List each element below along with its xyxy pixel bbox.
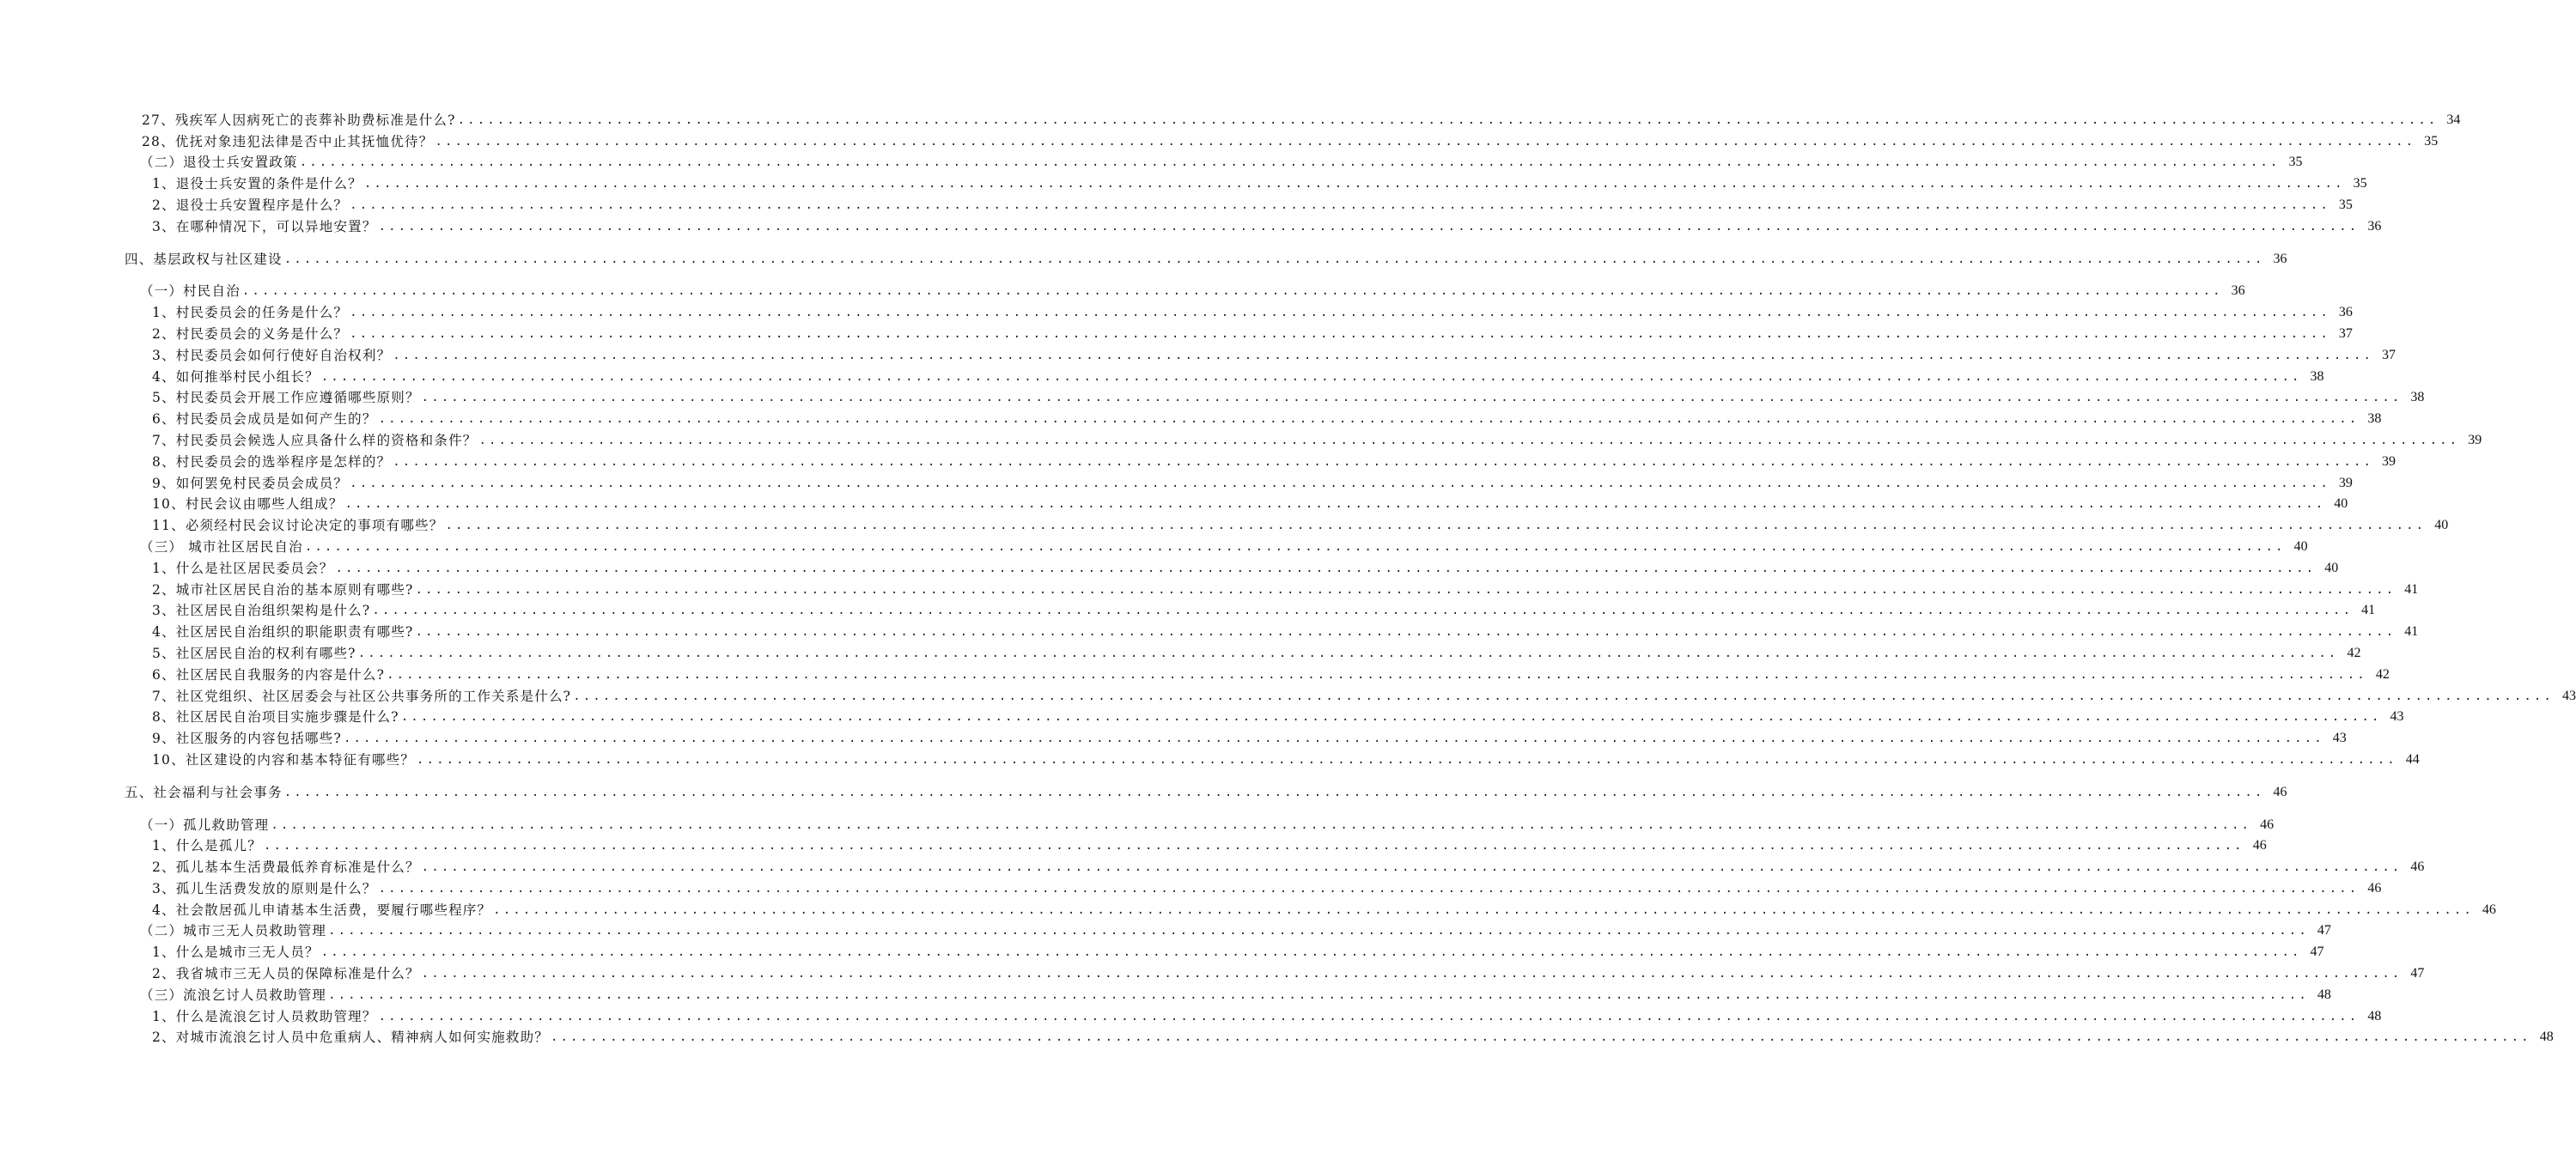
toc-entry-page-number: 35 (2353, 176, 2367, 191)
toc-leader-dots: ........................................................................................................................................................................................................ (263, 839, 2244, 853)
toc-entry-page-number: 39 (2338, 475, 2353, 490)
toc-entry[interactable] (0, 896, 2496, 918)
toc-entry-label: 1、什么是流浪乞讨人员救助管理？ (152, 1008, 377, 1024)
toc-entry-page-number: 46 (2482, 902, 2496, 917)
toc-entry-label: （二）退役士兵安置政策 (140, 155, 298, 171)
toc-leader-dots: ........................................................................................................................................................................................................ (478, 433, 2460, 447)
toc-entry-page-number: 34 (2446, 112, 2461, 127)
toc-entry-page-number: 40 (2434, 518, 2449, 533)
toc-leader-dots: ........................................................................................................................................................................................................ (350, 326, 2330, 341)
toc-entry[interactable] (0, 661, 2390, 683)
toc-leader-dots: ........................................................................................................................................................................................................ (328, 987, 2309, 1002)
toc-leader-dots: ........................................................................................................................................................................................................ (283, 252, 2265, 266)
toc-entry-page-number: 48 (2367, 1008, 2382, 1023)
toc-entry[interactable] (0, 960, 2425, 982)
toc-entry[interactable] (0, 533, 2308, 555)
toc-leader-dots: ........................................................................................................................................................................................................ (415, 582, 2396, 597)
toc-leader-dots: ........................................................................................................................................................................................................ (241, 284, 2223, 299)
toc-entry-label: （二）城市三无人员救助管理 (140, 923, 327, 939)
toc-entry[interactable] (0, 191, 2353, 213)
toc-entry-label: 5、社区居民自治的权利有哪些? (152, 645, 356, 661)
toc-entry[interactable] (0, 149, 2303, 171)
toc-entry-page-number: 38 (2410, 390, 2425, 405)
toc-entry-page-number: 46 (2252, 838, 2267, 853)
toc-entry-label: 2、对城市流浪乞讨人员中危重病人、精神病人如何实施救助？ (152, 1029, 549, 1046)
toc-entry[interactable] (0, 320, 2353, 342)
toc-leader-dots: ........................................................................................................................................................................................................ (363, 177, 2345, 191)
toc-leader-dots: ........................................................................................................................................................................................................ (417, 752, 2397, 767)
toc-entry[interactable] (0, 342, 2396, 363)
toc-entry-page-number: 35 (2288, 155, 2303, 170)
toc-entry-label: 2、我省城市三无人员的保障标准是什么？ (152, 966, 420, 982)
toc-entry-page-number: 47 (2310, 944, 2324, 960)
toc-entry-page-number: 35 (2424, 133, 2439, 149)
toc-entry[interactable] (0, 246, 2287, 267)
toc-entry-page-number: 38 (2310, 368, 2324, 384)
toc-entry[interactable] (0, 491, 2348, 513)
toc-entry-label: 11、必须经村民会议讨论决定的事项有哪些？ (152, 518, 444, 534)
toc-entry-label: 2、退役士兵安置程序是什么？ (152, 197, 349, 213)
toc-leader-dots: ........................................................................................................................................................................................................ (328, 924, 2309, 938)
toc-entry-label: 4、如何推举村民小组长？ (152, 368, 320, 385)
toc-entry-page-number: 36 (2231, 283, 2245, 299)
toc-leader-dots: ........................................................................................................................................................................................................ (350, 476, 2330, 490)
toc-entry-page-number: 43 (2390, 709, 2404, 725)
toc-entry[interactable] (0, 853, 2425, 876)
toc-leader-dots: ........................................................................................................................................................................................................ (378, 1009, 2360, 1023)
toc-entry-page-number: 44 (2405, 751, 2420, 767)
toc-entry[interactable] (0, 811, 2275, 833)
toc-entry-page-number: 35 (2338, 197, 2353, 212)
toc-entry-label: 9、社区服务的内容包括哪些? (152, 731, 342, 747)
toc-entry[interactable] (0, 448, 2396, 470)
toc-entry[interactable] (0, 363, 2324, 385)
toc-entry[interactable] (0, 106, 2461, 128)
toc-entry-label: （一）村民自治 (140, 283, 241, 300)
toc-entry[interactable] (0, 512, 2449, 534)
toc-leader-dots: ........................................................................................................................................................................................................ (415, 625, 2396, 640)
toc-leader-dots: ........................................................................................................................................................................................................ (304, 539, 2286, 554)
toc-leader-dots: ........................................................................................................................................................................................................ (493, 902, 2474, 917)
toc-entry-label: 3、村民委员会如何行使好自治权利？ (152, 347, 392, 363)
toc-entry[interactable] (0, 213, 2382, 234)
toc-leader-dots: ........................................................................................................................................................................................................ (387, 667, 2367, 682)
table-of-contents (0, 106, 2576, 1046)
toc-leader-dots: ........................................................................................................................................................................................................ (299, 155, 2281, 170)
toc-entry[interactable] (0, 875, 2382, 896)
toc-entry[interactable] (0, 746, 2420, 768)
toc-leader-dots: ........................................................................................................................................................................................................ (344, 497, 2326, 512)
toc-entry-label: 1、什么是孤儿？ (152, 838, 262, 854)
toc-entry-label: 9、如何罢免村民委员会成员？ (152, 475, 349, 491)
toc-entry-label: 1、什么是社区居民委员会？ (152, 560, 334, 576)
toc-leader-dots: ........................................................................................................................................................................................................ (357, 646, 2339, 660)
toc-entry-label: 2、城市社区居民自治的基本原则有哪些? (152, 581, 414, 598)
toc-leader-dots: ........................................................................................................................................................................................................ (320, 369, 2302, 384)
toc-leader-dots: ........................................................................................................................................................................................................ (445, 519, 2427, 533)
toc-entry-page-number: 48 (2539, 1029, 2554, 1045)
toc-leader-dots: ........................................................................................................................................................................................................ (393, 454, 2374, 469)
toc-leader-dots: ........................................................................................................................................................................................................ (320, 945, 2302, 960)
toc-entry[interactable] (0, 405, 2382, 428)
toc-entry-page-number: 40 (2293, 538, 2308, 554)
toc-leader-dots: ........................................................................................................................................................................................................ (550, 1030, 2531, 1045)
toc-entry[interactable] (0, 704, 2404, 726)
toc-leader-dots: ........................................................................................................................................................................................................ (335, 561, 2317, 575)
toc-leader-dots: ........................................................................................................................................................................................................ (457, 112, 2439, 127)
toc-entry-label: 7、社区党组织、社区居委会与社区公共事务所的工作关系是什么? (152, 688, 572, 704)
toc-entry-page-number: 36 (2273, 251, 2287, 266)
toc-entry[interactable] (0, 938, 2324, 961)
toc-entry-page-number: 48 (2317, 987, 2331, 1002)
toc-leader-dots: ........................................................................................................................................................................................................ (421, 391, 2402, 405)
toc-entry-page-number: 43 (2561, 688, 2576, 703)
toc-entry-page-number: 37 (2338, 325, 2353, 341)
toc-entry[interactable] (0, 128, 2439, 149)
toc-entry-page-number: 46 (2260, 817, 2275, 832)
toc-entry-page-number: 46 (2410, 859, 2425, 875)
toc-entry-label: 3、孤儿生活费发放的原则是什么？ (152, 880, 377, 896)
toc-entry[interactable] (0, 918, 2331, 939)
toc-leader-dots: ........................................................................................................................................................................................................ (350, 197, 2330, 212)
toc-entry-label: 2、村民委员会的义务是什么？ (152, 325, 349, 342)
toc-entry-label: （一）孤儿救助管理 (140, 817, 270, 833)
toc-leader-dots: ........................................................................................................................................................................................................ (421, 860, 2402, 875)
toc-entry-page-number: 41 (2404, 624, 2419, 640)
toc-entry-label: 27、残疾军人因病死亡的丧葬补助费标准是什么? (142, 112, 456, 128)
toc-entry-page-number: 47 (2317, 923, 2331, 938)
toc-entry-label: 8、社区居民自治项目实施步骤是什么? (152, 709, 399, 726)
toc-entry-label: 6、村民委员会成员是如何产生的？ (152, 411, 377, 428)
toc-entry-page-number: 41 (2361, 603, 2376, 618)
toc-leader-dots: ........................................................................................................................................................................................................ (400, 710, 2382, 725)
toc-entry[interactable] (0, 833, 2267, 854)
toc-entry[interactable] (0, 470, 2353, 491)
toc-entry-label: 3、社区居民自治组织架构是什么? (152, 603, 371, 619)
toc-entry-label: 28、优抚对象违犯法律是否中止其抚恤优待？ (142, 133, 434, 149)
toc-entry[interactable] (0, 640, 2361, 661)
toc-entry-page-number: 42 (2347, 645, 2361, 660)
toc-entry[interactable] (0, 555, 2339, 576)
toc-entry-page-number: 40 (2324, 560, 2339, 575)
toc-entry-label: （三）流浪乞讨人员救助管理 (140, 987, 327, 1003)
toc-entry[interactable] (0, 981, 2331, 1003)
toc-leader-dots: ........................................................................................................................................................................................................ (435, 134, 2416, 149)
toc-leader-dots: ........................................................................................................................................................................................................ (378, 881, 2360, 896)
toc-entry-page-number: 47 (2410, 966, 2425, 981)
toc-leader-dots: ........................................................................................................................................................................................................ (283, 785, 2265, 799)
toc-entry-label: 1、村民委员会的任务是什么？ (152, 305, 349, 321)
toc-entry-page-number: 41 (2404, 581, 2419, 597)
toc-entry-label: 2、孤儿基本生活费最低养育标准是什么？ (152, 859, 420, 876)
toc-leader-dots: ........................................................................................................................................................................................................ (350, 306, 2330, 320)
toc-entry[interactable] (0, 385, 2425, 406)
toc-entry[interactable] (0, 779, 2287, 800)
toc-entry-label: 8、村民委员会的选举程序是怎样的？ (152, 453, 392, 470)
toc-entry-page-number: 42 (2375, 666, 2390, 682)
toc-entry-label: 5、村民委员会开展工作应遵循哪些原则？ (152, 390, 420, 406)
toc-entry-label: （三） 城市社区居民自治 (140, 538, 303, 555)
toc-entry[interactable] (0, 683, 2576, 704)
toc-entry[interactable] (0, 427, 2482, 448)
toc-leader-dots: ........................................................................................................................................................................................................ (271, 817, 2252, 832)
toc-entry-label: 1、退役士兵安置的条件是什么？ (152, 176, 362, 192)
toc-entry-page-number: 43 (2332, 731, 2347, 746)
toc-leader-dots: ........................................................................................................................................................................................................ (393, 348, 2374, 362)
toc-entry[interactable] (0, 278, 2245, 300)
toc-entry[interactable] (0, 598, 2376, 619)
toc-entry-label: 6、社区居民自我服务的内容是什么? (152, 666, 386, 683)
toc-entry[interactable] (0, 725, 2347, 747)
toc-entry[interactable] (0, 299, 2353, 321)
toc-entry-label: 10、社区建设的内容和基本特征有哪些？ (152, 751, 416, 768)
toc-entry-label: 四、基层政权与社区建设 (125, 251, 283, 267)
toc-entry-page-number: 46 (2367, 880, 2382, 896)
toc-entry-page-number: 39 (2382, 453, 2396, 469)
toc-leader-dots: ........................................................................................................................................................................................................ (421, 967, 2402, 981)
toc-entry-page-number: 40 (2334, 496, 2348, 512)
toc-leader-dots: ........................................................................................................................................................................................................ (573, 689, 2554, 703)
toc-entry-label: 7、村民委员会候选人应具备什么样的资格和条件？ (152, 432, 478, 448)
toc-entry-page-number: 38 (2367, 411, 2382, 427)
toc-entry-label: 4、社区居民自治组织的职能职责有哪些? (152, 624, 414, 641)
toc-entry-label: 五、社会福利与社会事务 (125, 784, 283, 800)
toc-entry-label: 4、社会散居孤儿申请基本生活费，要履行哪些程序？ (152, 902, 492, 918)
toc-leader-dots: ........................................................................................................................................................................................................ (378, 412, 2360, 427)
toc-leader-dots: ........................................................................................................................................................................................................ (372, 604, 2354, 618)
toc-entry-page-number: 46 (2273, 784, 2287, 799)
toc-entry[interactable] (0, 618, 2419, 641)
toc-leader-dots: ........................................................................................................................................................................................................ (343, 732, 2324, 746)
toc-entry-label: 1、什么是城市三无人员？ (152, 944, 320, 961)
toc-entry[interactable] (0, 170, 2367, 192)
toc-entry[interactable] (0, 1024, 2554, 1046)
toc-leader-dots: ........................................................................................................................................................................................................ (378, 219, 2360, 234)
toc-entry-page-number: 36 (2338, 305, 2353, 320)
toc-entry-page-number: 36 (2367, 218, 2382, 234)
toc-entry[interactable] (0, 576, 2419, 598)
toc-entry-label: 10、村民会议由哪些人组成？ (152, 496, 344, 513)
toc-entry-label: 3、在哪种情况下，可以异地安置？ (152, 218, 377, 234)
toc-entry-page-number: 39 (2468, 432, 2482, 447)
toc-entry-page-number: 37 (2382, 347, 2396, 362)
toc-entry[interactable] (0, 1003, 2382, 1024)
